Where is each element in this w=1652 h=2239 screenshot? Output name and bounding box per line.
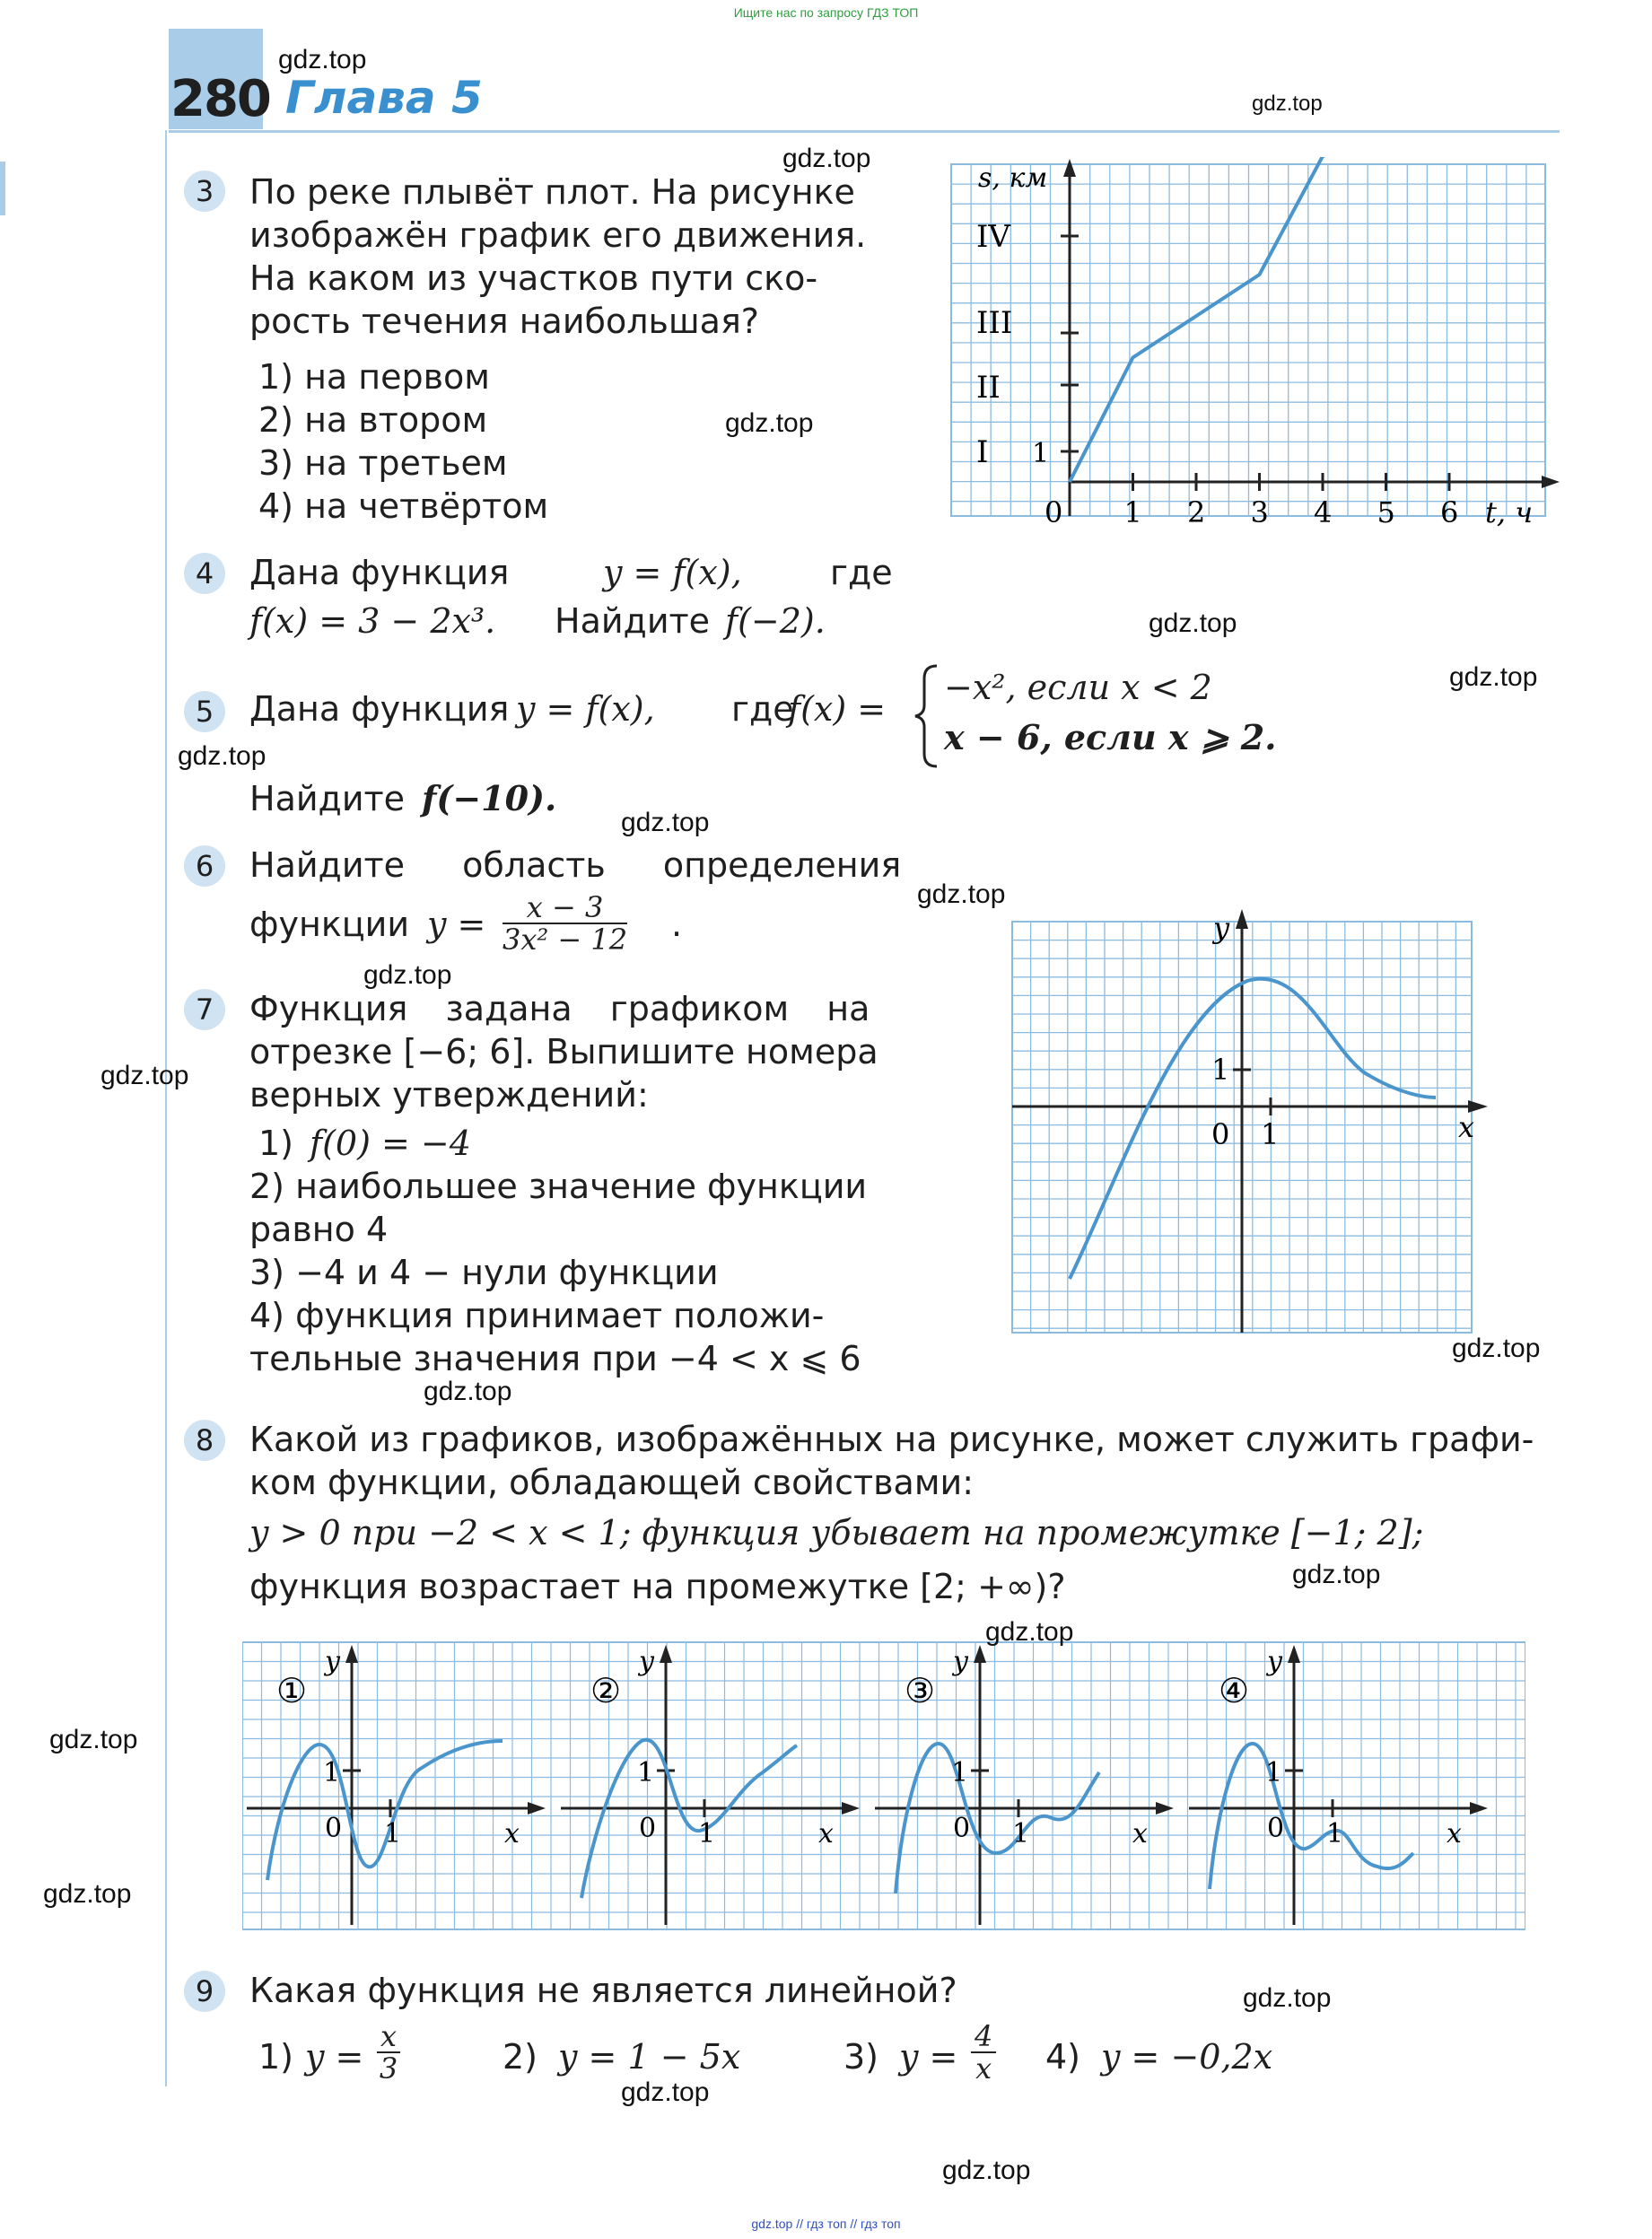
q4-math-1: y = f(x), — [603, 553, 742, 592]
q8-line-2: ком функции, обладающей свойствами: — [249, 1463, 974, 1502]
q8-origin: 0 — [639, 1813, 657, 1844]
watermark: gdz.top — [278, 45, 367, 74]
q9-o1-label: 1) — [258, 2037, 294, 2077]
q7-x-tick: 1 — [1261, 1117, 1280, 1151]
q7-opt-2: 2) наибольшее значение функции — [249, 1167, 868, 1206]
q3-motion-line — [1070, 157, 1424, 482]
q3-x-tick-label: 4 — [1314, 495, 1333, 529]
q7-origin: 0 — [1211, 1117, 1230, 1151]
question-number-4: 4 — [184, 553, 225, 594]
watermark: gdz.top — [363, 960, 452, 990]
q9-o3-fraction — [971, 2021, 996, 2084]
q5-brace — [913, 662, 940, 770]
watermark: gdz.top — [782, 144, 871, 173]
q8-x-label: x — [1447, 1818, 1462, 1850]
q7-opt-2b: равно 4 — [249, 1210, 389, 1249]
watermark: gdz.top — [942, 2156, 1031, 2185]
q7-opt-1-math: f(0) = −4 — [310, 1124, 471, 1163]
q8-y-arrow — [345, 1645, 358, 1663]
q3-roman-III: III — [976, 305, 1013, 341]
q3-x-tick-label: 5 — [1377, 495, 1395, 529]
q3-line-2: изображён график его движения. — [249, 215, 867, 255]
q7-y-label: y — [1213, 911, 1230, 945]
q4-math-3: f(−2). — [725, 601, 826, 641]
q8-graphs-grid — [242, 1642, 1525, 1929]
q5-text-3: Найдите — [249, 779, 406, 818]
q3-option-3: 3) на третьем — [258, 443, 508, 483]
q9-o1-y: y = — [305, 2037, 364, 2077]
q3-roman-II: II — [976, 370, 1001, 406]
q3-x-label: t, ч — [1485, 495, 1534, 529]
q3-line-4: рость течения наибольшая? — [249, 302, 759, 341]
q9-o3-den: x — [975, 2051, 992, 2086]
q9-o2-label: 2) — [503, 2037, 538, 2077]
watermark: gdz.top — [1149, 608, 1237, 638]
q8-graph-number-2: ② — [590, 1671, 622, 1710]
q3-x-tick-label: 6 — [1440, 495, 1459, 529]
q8-x-arrow — [528, 1802, 546, 1815]
q6-text-2: функции — [249, 905, 410, 944]
q4-math-2: f(x) = 3 − 2x³. — [249, 601, 496, 641]
q5-case-2: x − 6, если x ⩾ 2. — [944, 717, 1277, 757]
q8-graph-number-1: ① — [276, 1671, 308, 1710]
q5-math-2: f(−10). — [422, 778, 557, 818]
q4-text-3: Найдите — [555, 601, 711, 641]
question-number-3: 3 — [184, 171, 225, 212]
margin-rule — [165, 130, 167, 2086]
q5-fx: f(x) = — [788, 689, 887, 729]
q7-opt-3: 3) −4 и 4 − нули функции — [249, 1253, 719, 1292]
q8-x-arrow — [842, 1802, 860, 1815]
q8-y-tick: 1 — [1265, 1757, 1283, 1789]
watermark: gdz.top — [985, 1617, 1074, 1647]
q8-x-tick: 1 — [1326, 1818, 1344, 1850]
q7-opt-1-label: 1) — [258, 1124, 294, 1163]
q8-curve-3 — [896, 1744, 1099, 1894]
q5-case-1: −x², если x < 2 — [944, 668, 1212, 707]
q8-x-label: x — [504, 1818, 520, 1850]
q8-y-tick: 1 — [951, 1757, 969, 1789]
q8-y-label: y — [953, 1646, 968, 1677]
q9-o3-label: 3) — [843, 2037, 879, 2077]
q7-opt-4: 4) функция принимает положи- — [249, 1296, 825, 1335]
q3-roman-IV: IV — [976, 219, 1010, 255]
q8-graphs-panel — [242, 1638, 1525, 1934]
watermark: gdz.top — [621, 808, 710, 837]
watermark: gdz.top — [1452, 1334, 1541, 1363]
q7-function-graph — [1005, 902, 1499, 1342]
question-number-6: 6 — [184, 845, 225, 887]
q3-x-arrow — [1542, 476, 1560, 488]
q3-distance-time-graph — [942, 157, 1561, 552]
q6-line-1: Найдите область определения — [249, 845, 902, 885]
left-margin-bar — [0, 162, 5, 215]
watermark: gdz.top — [49, 1725, 138, 1754]
question-number-8: 8 — [184, 1420, 225, 1461]
q8-x-tick: 1 — [1012, 1818, 1030, 1850]
q9-line: Какая функция не является линейной? — [249, 1971, 957, 2010]
q3-option-1: 1) на первом — [258, 357, 490, 397]
q7-y-tick: 1 — [1211, 1053, 1230, 1087]
q8-x-arrow — [1156, 1802, 1174, 1815]
q8-x-label: x — [1132, 1818, 1148, 1850]
q9-o3-num: 4 — [971, 2021, 996, 2053]
q9-o4-math: y = −0,2x — [1101, 2037, 1273, 2077]
q4-text-2: где — [830, 553, 893, 592]
watermark: gdz.top — [1292, 1560, 1381, 1589]
header-rule — [169, 130, 1560, 133]
q8-x-arrow — [1470, 1802, 1488, 1815]
page-number: 280 — [170, 70, 270, 128]
q3-x-tick-label: 1 — [1123, 495, 1142, 529]
watermark: gdz.top — [1243, 1983, 1332, 2013]
top-link[interactable]: Ищите нас по запросу ГДЗ ТОП — [733, 5, 919, 20]
q7-opt-4b: тельные значения при −4 < x ⩽ 6 — [249, 1339, 861, 1378]
watermark: gdz.top — [621, 2077, 710, 2107]
q3-y-tick-1: 1 — [1032, 438, 1050, 469]
q8-graph-number-3: ③ — [905, 1671, 936, 1710]
q6-fraction — [503, 892, 627, 955]
q5-text-2: где — [731, 689, 794, 729]
q8-x-label: x — [818, 1818, 834, 1850]
q8-x-tick: 1 — [384, 1818, 402, 1850]
bottom-link[interactable]: gdz.top // гдз топ // гдз топ — [751, 2217, 901, 2231]
q6-numerator: x − 3 — [503, 892, 627, 924]
q8-graphs-axes — [247, 1645, 1488, 1925]
q8-curve-1 — [267, 1741, 503, 1880]
q9-o2-math: y = 1 − 5x — [558, 2037, 741, 2077]
watermark: gdz.top — [917, 879, 1006, 909]
q7-x-label: x — [1458, 1110, 1475, 1144]
watermark: gdz.top — [725, 408, 814, 438]
q8-y-label: y — [1267, 1646, 1282, 1677]
q3-y-arrow — [1063, 159, 1076, 177]
q8-origin: 0 — [1267, 1813, 1285, 1844]
q7-line-3: верных утверждений: — [249, 1075, 649, 1115]
q6-denominator: 3x² − 12 — [503, 923, 628, 957]
q3-line-1: По реке плывёт плот. На рисунке — [249, 172, 855, 212]
chapter-title: Глава 5 — [285, 72, 483, 124]
q8-y-arrow — [660, 1645, 672, 1663]
q8-y-label: y — [325, 1646, 340, 1677]
q6-math-y: y = — [427, 905, 486, 944]
q9-o1-fraction — [377, 2021, 400, 2084]
q3-y-label: s, км — [978, 162, 1048, 194]
q8-y-arrow — [1288, 1645, 1300, 1663]
q9-o1-den: 3 — [379, 2051, 398, 2086]
q3-option-2: 2) на втором — [258, 400, 488, 440]
q5-text-1: Дана функция — [249, 689, 510, 729]
question-number-7: 7 — [184, 989, 225, 1030]
question-number-5: 5 — [184, 691, 225, 732]
q4-text-1: Дана функция — [249, 553, 510, 592]
q5-math-1: y = f(x), — [516, 689, 655, 729]
q3-x-tick-label: 2 — [1187, 495, 1206, 529]
q3-roman-I: I — [976, 434, 989, 470]
q8-y-tick: 1 — [323, 1757, 341, 1789]
q9-o3-y: y = — [899, 2037, 958, 2077]
q8-y-label: y — [639, 1646, 654, 1677]
q8-origin: 0 — [953, 1813, 971, 1844]
watermark: gdz.top — [101, 1061, 189, 1090]
q8-line-1: Какой из графиков, изображённых на рисунке, может служить графи- — [249, 1420, 1534, 1459]
watermark: gdz.top — [1252, 92, 1323, 116]
q7-line-2: отрезке [−6; 6]. Выпишите номера — [249, 1032, 878, 1071]
watermark: gdz.top — [178, 741, 267, 771]
watermark: gdz.top — [43, 1879, 132, 1909]
q8-y-tick: 1 — [637, 1757, 655, 1789]
watermark: gdz.top — [424, 1377, 512, 1406]
q8-x-tick: 1 — [698, 1818, 716, 1850]
q3-x-tick-label: 3 — [1250, 495, 1269, 529]
q8-line-3: y > 0 при −2 < x < 1; функция убывает на промежутке [−1; 2]; — [249, 1513, 1424, 1552]
q3-x-tick-label: 0 — [1045, 495, 1063, 529]
q8-origin: 0 — [325, 1813, 343, 1844]
q8-line-4: функция возрастает на промежутке [2; +∞)? — [249, 1567, 1066, 1606]
q7-y-arrow — [1236, 909, 1248, 929]
q9-o4-label: 4) — [1045, 2037, 1081, 2077]
question-number-9: 9 — [184, 1971, 225, 2012]
q3-option-4: 4) на четвёртом — [258, 486, 549, 526]
watermark: gdz.top — [1449, 662, 1538, 692]
q9-o1-num: x — [377, 2021, 400, 2053]
q7-line-1: Функция задана графиком на — [249, 989, 870, 1028]
q8-graph-number-4: ④ — [1219, 1671, 1250, 1710]
q3-line-3: На каком из участков пути ско- — [249, 258, 818, 298]
q6-end: . — [671, 905, 683, 944]
